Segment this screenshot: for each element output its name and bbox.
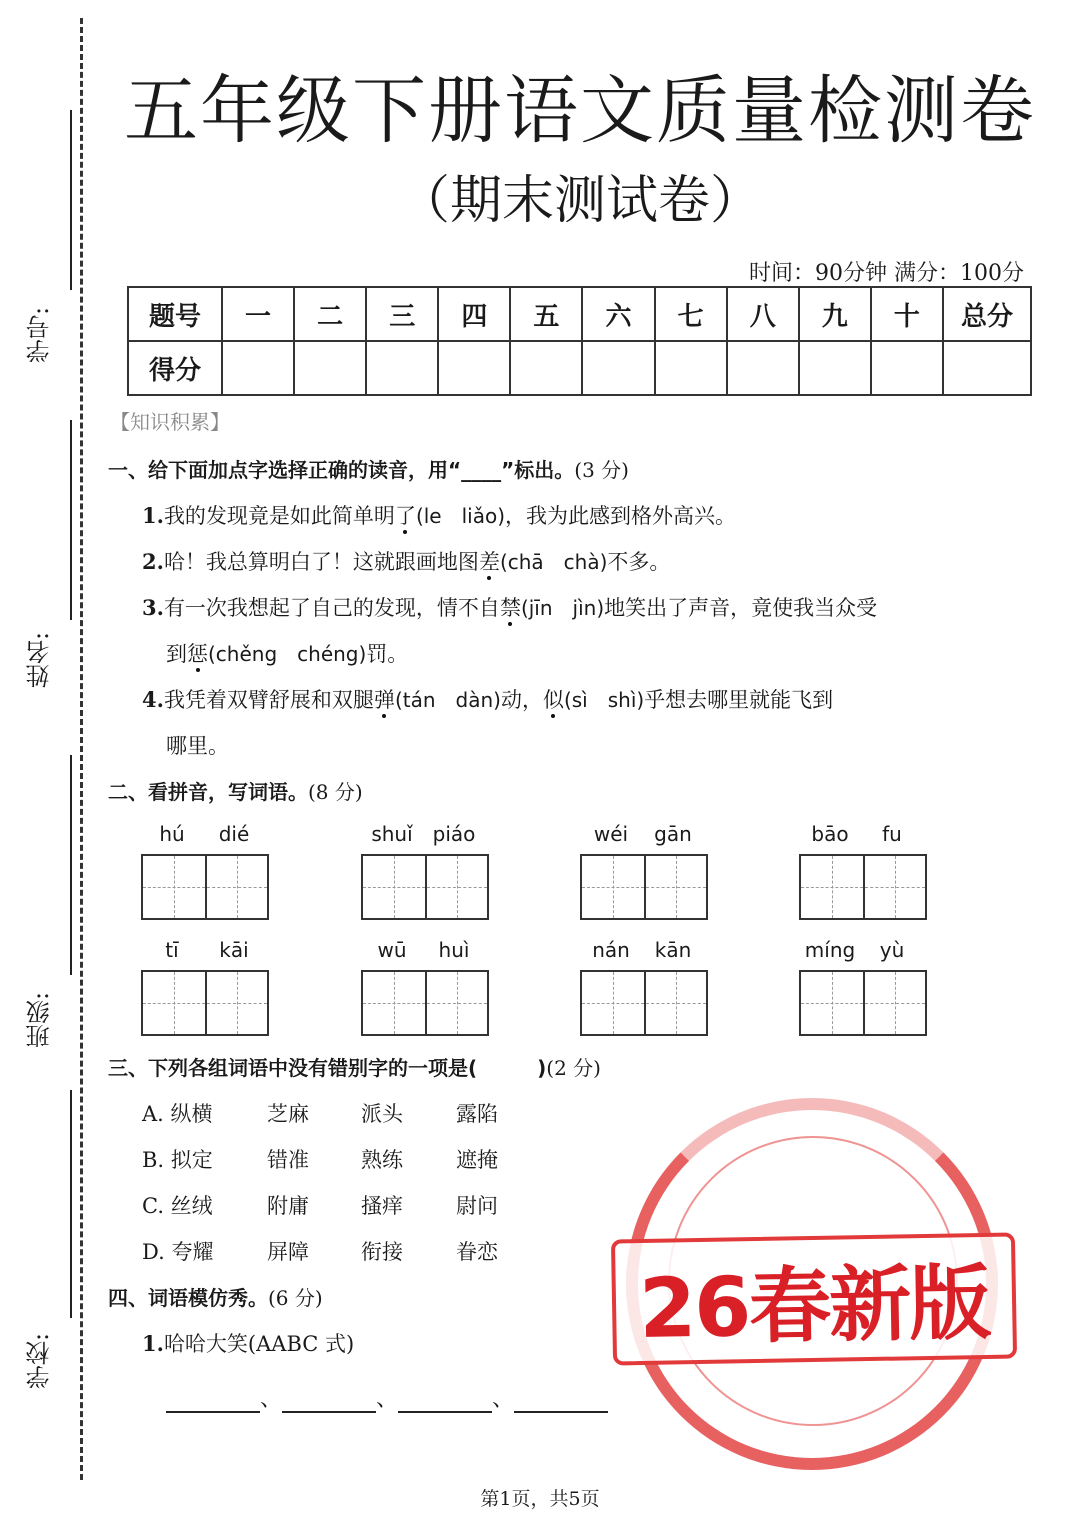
writing-cell[interactable] <box>863 972 925 1034</box>
option-word: 眷恋 <box>456 1240 498 1264</box>
q1-heading <box>108 454 629 483</box>
q2-points: (8 分) <box>308 780 363 804</box>
pinyin-syllable: míng <box>804 938 856 962</box>
class-label: 班级: <box>26 991 54 1049</box>
tianzige-boxes <box>799 854 927 920</box>
writing-cell[interactable] <box>801 972 863 1034</box>
score-row-label: 得分 <box>128 341 222 395</box>
pinyin-syllable: fu <box>882 822 902 846</box>
option-word: 附庸 <box>267 1194 309 1218</box>
writing-cell[interactable] <box>644 972 706 1034</box>
tianzige-boxes <box>141 854 269 920</box>
pinyin-word-box <box>580 822 708 850</box>
q3-heading <box>108 1052 601 1081</box>
option-word: 熟练 <box>361 1148 403 1172</box>
option-word: 屏障 <box>267 1240 309 1264</box>
score-cell[interactable] <box>727 341 799 395</box>
class-field <box>22 755 82 1049</box>
item-text: ，我为此感到格外高兴。 <box>505 504 737 528</box>
option-word: 搔痒 <box>361 1194 403 1218</box>
pinyin-syllable: wéi <box>593 822 629 846</box>
exam-time-info: 时间：90分钟 满分：100分 <box>749 261 1024 286</box>
writing-cell[interactable] <box>205 972 267 1034</box>
q2-heading-text: 二、看拼音，写词语。 <box>108 780 308 804</box>
writing-cell[interactable] <box>863 856 925 918</box>
answer-blank[interactable] <box>514 1391 608 1413</box>
writing-cell[interactable] <box>425 856 487 918</box>
answer-blank[interactable] <box>166 1391 260 1413</box>
score-table <box>127 286 1032 396</box>
item-number: 3. <box>142 595 164 620</box>
school-field <box>22 1090 82 1390</box>
score-cell[interactable] <box>222 341 294 395</box>
tianzige-boxes <box>580 970 708 1036</box>
writing-cell[interactable] <box>582 972 644 1034</box>
pinyin-word-box <box>580 938 708 966</box>
score-cell[interactable] <box>366 341 438 395</box>
pinyin-syllable: nán <box>592 938 630 962</box>
writing-cell[interactable] <box>644 856 706 918</box>
item-number: 1. <box>142 1331 164 1356</box>
item-number: 4. <box>142 687 164 712</box>
section-tag: 【知识积累】 <box>110 410 230 434</box>
pinyin-choices[interactable]: (chā chà) <box>499 550 608 574</box>
pinyin-labels <box>799 938 927 966</box>
table-header-cell: 一 <box>222 287 294 341</box>
pinyin-labels <box>580 822 708 850</box>
page-subtitle: （期末测试卷） <box>397 171 762 231</box>
pinyin-choices[interactable]: (sì shì) <box>563 688 645 712</box>
school-label: 学校: <box>26 1332 54 1390</box>
item-text: 我的发现竟是如此简单明 <box>163 504 395 528</box>
table-header-cell: 八 <box>727 287 799 341</box>
separator: 、 <box>260 1387 283 1412</box>
score-cell[interactable] <box>438 341 510 395</box>
table-header-cell: 二 <box>294 287 366 341</box>
pinyin-choices[interactable]: (le liǎo) <box>415 504 506 528</box>
pinyin-word-box <box>141 938 269 966</box>
pinyin-choices[interactable]: (tán dàn) <box>394 688 501 712</box>
writing-cell[interactable] <box>363 856 425 918</box>
q1-item-3 <box>142 592 877 622</box>
writing-cell[interactable] <box>363 972 425 1034</box>
answer-blank[interactable] <box>398 1391 492 1413</box>
dotted-char: 禁 <box>499 596 521 620</box>
score-cell[interactable] <box>655 341 727 395</box>
pinyin-labels <box>580 938 708 966</box>
q1-item-1 <box>142 500 736 530</box>
pinyin-word-box <box>361 938 489 966</box>
item-text: 动， <box>500 688 543 712</box>
pinyin-syllable: kāi <box>219 938 249 962</box>
pinyin-choices[interactable]: (jīn jìn) <box>520 596 605 620</box>
writing-cell[interactable] <box>205 856 267 918</box>
score-cell[interactable] <box>294 341 366 395</box>
item-text: 不多。 <box>607 550 671 574</box>
score-cell[interactable] <box>871 341 943 395</box>
writing-cell[interactable] <box>425 972 487 1034</box>
page-footer: 第1页，共5页 <box>480 1488 600 1510</box>
option-word: 遮掩 <box>456 1148 498 1172</box>
table-header-cell: 五 <box>510 287 582 341</box>
item-text: 地笑出了声音，竟使我当众受 <box>604 596 878 620</box>
tianzige-boxes <box>361 970 489 1036</box>
option-word: 错准 <box>267 1148 309 1172</box>
option-word: 露陷 <box>456 1102 498 1126</box>
table-header-cell: 题号 <box>128 287 222 341</box>
dotted-char: 似 <box>542 688 564 712</box>
pinyin-syllable: huì <box>438 938 470 962</box>
item-text: 哈！我总算明白了！这就跟画地图 <box>163 550 479 574</box>
table-header-cell: 九 <box>799 287 871 341</box>
tianzige-boxes <box>799 970 927 1036</box>
option-label[interactable]: D. 夸耀 <box>142 1240 214 1264</box>
pinyin-syllable: kān <box>654 938 692 962</box>
q4-answer-blanks <box>166 1382 608 1413</box>
option-word: 尉问 <box>456 1194 498 1218</box>
pinyin-syllable: dié <box>218 822 250 846</box>
writing-cell[interactable] <box>582 856 644 918</box>
stamp-badge <box>611 1232 1017 1365</box>
pinyin-labels <box>141 822 269 850</box>
pinyin-word-box <box>361 822 489 850</box>
q3-heading-text[interactable]: 三、下列各组词语中没有错别字的一项是( ) <box>108 1056 547 1080</box>
writing-cell[interactable] <box>143 972 205 1034</box>
item-text: 罚。 <box>366 642 409 666</box>
q1-points: (3 分) <box>574 458 629 482</box>
q3-points: (2 分) <box>546 1056 601 1080</box>
option-label[interactable]: A. 纵横 <box>142 1102 213 1126</box>
tianzige-boxes <box>361 854 489 920</box>
pinyin-syllable: bāo <box>811 822 849 846</box>
pinyin-syllable: gān <box>654 822 692 846</box>
separator: 、 <box>376 1387 399 1412</box>
item-number: 2. <box>142 549 164 574</box>
student-id-label: 学号: <box>26 306 54 364</box>
pinyin-syllable: yù <box>879 938 905 962</box>
score-cell[interactable] <box>943 341 1031 395</box>
pinyin-syllable: piáo <box>432 822 476 846</box>
q4-heading-text: 四、词语模仿秀。 <box>108 1286 268 1310</box>
pinyin-labels <box>141 938 269 966</box>
pinyin-labels <box>361 938 489 966</box>
dotted-char: 了 <box>394 504 416 528</box>
student-name-blank[interactable] <box>70 420 72 620</box>
table-header-cell: 四 <box>438 287 510 341</box>
dotted-char: 弹 <box>373 688 395 712</box>
q2-heading <box>108 776 363 805</box>
dotted-char: 惩 <box>187 642 208 666</box>
pinyin-word-box <box>799 938 927 966</box>
pinyin-syllable: shuǐ <box>371 822 413 846</box>
school-blank[interactable] <box>70 1090 72 1318</box>
tianzige-boxes <box>580 854 708 920</box>
answer-blank[interactable] <box>282 1391 376 1413</box>
pinyin-syllable: wū <box>377 938 407 962</box>
table-header-cell: 十 <box>871 287 943 341</box>
separator: 、 <box>492 1387 515 1412</box>
student-id-blank[interactable] <box>70 110 72 290</box>
class-blank[interactable] <box>70 755 72 975</box>
score-table-header-row <box>128 287 1031 341</box>
option-word: 衔接 <box>361 1240 403 1264</box>
q4-item-1 <box>142 1328 354 1358</box>
student-id-field <box>22 110 82 370</box>
writing-cell[interactable] <box>801 856 863 918</box>
option-word: 芝麻 <box>267 1102 309 1126</box>
option-label[interactable]: B. 拟定 <box>142 1148 213 1172</box>
pinyin-labels <box>361 822 489 850</box>
table-header-cell: 七 <box>655 287 727 341</box>
student-name-label: 姓名: <box>26 631 54 689</box>
pinyin-word-box <box>141 822 269 850</box>
writing-cell[interactable] <box>143 856 205 918</box>
score-cell[interactable] <box>799 341 871 395</box>
option-label[interactable]: C. 丝绒 <box>142 1194 213 1218</box>
table-header-cell: 六 <box>582 287 654 341</box>
item-text: 乎想去哪里就能飞到 <box>644 688 834 712</box>
q4-heading <box>108 1282 323 1311</box>
score-cell[interactable] <box>510 341 582 395</box>
item-text: 哪里。 <box>166 734 229 758</box>
item-text: 到 <box>166 642 187 666</box>
student-name-field <box>22 420 82 690</box>
dotted-char: 差 <box>478 550 500 574</box>
table-header-cell: 总分 <box>943 287 1031 341</box>
pinyin-syllable: hú <box>159 822 185 846</box>
q4-points: (6 分) <box>268 1286 323 1310</box>
pinyin-word-box <box>799 822 927 850</box>
pinyin-choices[interactable]: (chěng chéng) <box>208 642 367 666</box>
item-text: 哈哈大笑(AABC 式) <box>163 1332 355 1356</box>
item-number: 1. <box>142 503 164 528</box>
q1-item-2 <box>142 546 670 576</box>
stamp-text: 26春新版 <box>638 1255 990 1357</box>
page-title: 五年级下册语文质量检测卷 <box>124 68 1036 154</box>
item-text: 我凭着双臂舒展和双腿 <box>163 688 374 712</box>
q1-item-4 <box>142 684 833 714</box>
table-header-cell: 三 <box>366 287 438 341</box>
item-text: 有一次我想起了自己的发现，情不自 <box>163 596 500 620</box>
q1-item-4-cont <box>166 730 229 760</box>
score-cell[interactable] <box>582 341 654 395</box>
option-word: 派头 <box>361 1102 403 1126</box>
q1-heading-text: 一、给下面加点字选择正确的读音，用“____”标出。 <box>108 458 575 482</box>
score-table-score-row <box>128 341 1031 395</box>
pinyin-syllable: tī <box>165 938 179 962</box>
pinyin-labels <box>799 822 927 850</box>
tianzige-boxes <box>141 970 269 1036</box>
q1-item-3-cont <box>166 638 408 668</box>
